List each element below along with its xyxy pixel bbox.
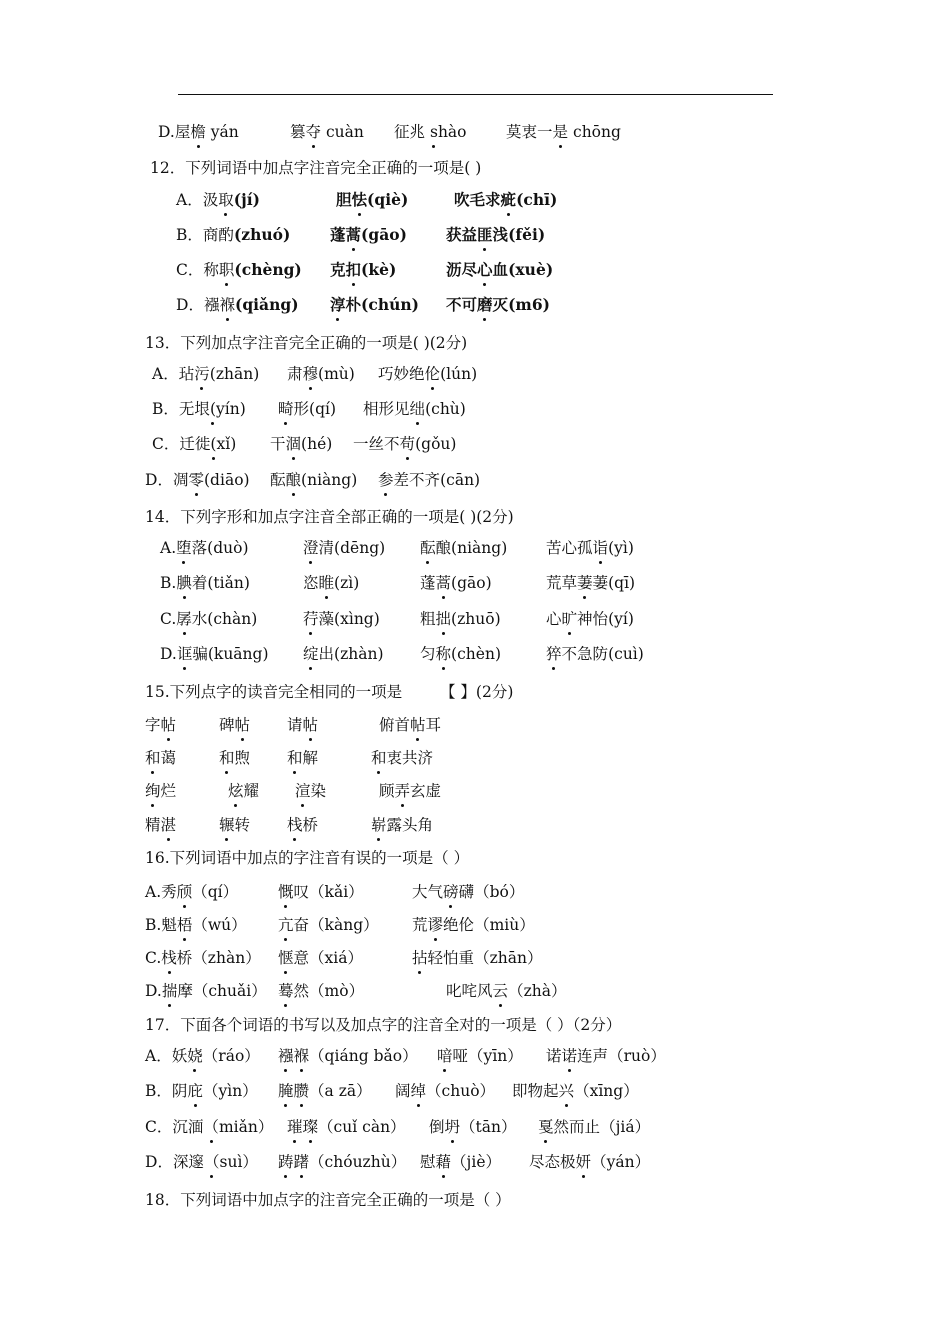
text-segment: 畸形(qí) xyxy=(278,400,337,418)
text-segment: 澄清(dēng) xyxy=(303,539,386,557)
text-segment: 惬意（xiá） xyxy=(278,949,364,967)
text-segment: 慨叹（kǎi） xyxy=(278,883,364,901)
text-segment: 尽态极妍（yán） xyxy=(529,1153,651,1171)
text-segment: D．深邃（suì） xyxy=(145,1153,258,1171)
text-segment: 克扣(kè) xyxy=(330,260,397,279)
text-segment: C.栈桥（zhàn） xyxy=(145,949,261,967)
text-segment: 字帖 xyxy=(145,716,177,734)
text-segment: 吹毛求疵(chī) xyxy=(454,190,558,209)
text-segment: A．妖娆（ráo） xyxy=(145,1047,260,1065)
text-segment: 炫耀 xyxy=(228,782,260,800)
header-rule xyxy=(178,94,773,95)
text-segment: 猝不急防(cuì) xyxy=(546,645,644,663)
text-segment: 莫衷一是 chōng xyxy=(506,123,621,141)
text-segment: 15.下列点字的读音完全相同的一项是 xyxy=(145,683,403,701)
text-segment: B.腆着(tiǎn) xyxy=(160,574,250,592)
text-segment: 12．下列词语中加点字注音完全正确的一项是( ) xyxy=(150,159,482,177)
text-segment: 苦心孤诣(yì) xyxy=(546,539,634,557)
text-segment: D.揣摩（chuǎi） xyxy=(145,982,267,1000)
text-segment: 荒谬绝伦（miù） xyxy=(412,916,535,934)
text-segment: 淳朴(chún) xyxy=(330,295,420,314)
text-segment: 大气磅礴（bó） xyxy=(412,883,525,901)
text-segment: 阔绰（chuò） xyxy=(395,1082,496,1100)
text-segment: D．凋零(diāo) xyxy=(145,471,250,489)
text-segment: 酝酿(niàng) xyxy=(270,471,358,489)
text-segment: 粗拙(zhuō) xyxy=(420,610,501,628)
text-segment: 酝酿(niàng) xyxy=(420,539,508,557)
text-segment: D．襁褓(qiǎng) xyxy=(176,295,299,314)
text-segment: 蓦然（mò） xyxy=(278,982,365,1000)
text-segment: 和衷共济 xyxy=(371,749,434,767)
text-segment: 拈轻怕重（zhān） xyxy=(412,949,543,967)
text-segment: 干涸(hé) xyxy=(270,435,333,453)
text-segment: 亢奋（kàng） xyxy=(278,916,379,934)
text-segment: 襁褓（qiáng bǎo） xyxy=(278,1047,418,1065)
text-segment: 渲染 xyxy=(295,782,327,800)
text-segment: A.堕落(duò) xyxy=(160,539,249,557)
text-segment: 荇藻(xìng) xyxy=(303,610,380,628)
text-segment: 绚烂 xyxy=(145,782,177,800)
text-segment: 蓬蒿(gāo) xyxy=(420,574,492,592)
text-segment: 栈桥 xyxy=(287,816,319,834)
text-segment: 崭露头角 xyxy=(371,816,434,834)
text-segment: 相形见绌(chù) xyxy=(363,400,466,418)
text-segment: 获益匪浅(fěi) xyxy=(446,225,546,244)
text-segment: 和解 xyxy=(287,749,319,767)
text-segment: 蓬蒿(gāo) xyxy=(330,225,407,244)
text-segment: 【 】(2分) xyxy=(440,683,514,701)
text-segment: 参差不齐(cān) xyxy=(378,471,481,489)
text-segment: 碑帖 xyxy=(219,716,251,734)
text-segment: 恣睢(zì) xyxy=(303,574,360,592)
text-segment: A．玷污(zhān) xyxy=(152,365,260,383)
text-segment: 17．下面各个词语的书写以及加点字的注音全对的一项是（ ）（2分） xyxy=(145,1016,622,1034)
text-segment: A．汲取(jí) xyxy=(176,190,260,209)
text-segment: 喑哑（yīn） xyxy=(437,1047,523,1065)
text-segment: 一丝不苟(gǒu) xyxy=(353,435,457,453)
text-segment: 璀璨（cuǐ càn） xyxy=(287,1118,406,1136)
text-segment: A.秀颀（qí） xyxy=(145,883,239,901)
text-segment: 匀称(chèn) xyxy=(420,645,501,663)
text-segment: 肃穆(mù) xyxy=(287,365,355,383)
text-segment: 18．下列词语中加点字的注音完全正确的一项是（ ） xyxy=(145,1191,511,1209)
text-segment: 14．下列字形和加点字注音全部正确的一项是( )(2分) xyxy=(145,508,514,526)
text-segment: 请帖 xyxy=(287,716,319,734)
text-segment: B.魁梧（wú） xyxy=(145,916,247,934)
text-segment: 荒草萋萋(qī) xyxy=(546,574,636,592)
text-segment: 沥尽心血(xuè) xyxy=(446,260,554,279)
text-segment: 即物起兴（xīng） xyxy=(512,1082,639,1100)
text-segment: C．称职(chèng) xyxy=(176,260,302,279)
text-segment: 心旷神怡(yí) xyxy=(546,610,634,628)
text-segment: B．无垠(yín) xyxy=(152,400,246,418)
text-segment: 戛然而止（jiá） xyxy=(538,1118,651,1136)
text-segment: D.诓骗(kuāng) xyxy=(160,645,269,663)
text-segment: 巧妙绝伦(lún) xyxy=(378,365,478,383)
text-segment: 绽出(zhàn) xyxy=(303,645,384,663)
text-segment: C．沉湎（miǎn） xyxy=(145,1118,274,1136)
text-segment: 腌臜（a zā） xyxy=(278,1082,372,1100)
text-segment: C.孱水(chàn) xyxy=(160,610,258,628)
text-segment: 和蔼 xyxy=(145,749,177,767)
text-segment: 俯首帖耳 xyxy=(379,716,442,734)
text-segment: 叱咤风云（zhà） xyxy=(446,982,567,1000)
text-segment: 13．下列加点字注音完全正确的一项是( )(2分) xyxy=(145,334,468,352)
text-segment: 诺诺连声（ruò） xyxy=(546,1047,666,1065)
text-segment: 倒坍（tān） xyxy=(429,1118,517,1136)
text-segment: 辗转 xyxy=(219,816,251,834)
text-segment: C．迁徙(xǐ) xyxy=(152,435,237,453)
text-segment: 慰藉（jiè） xyxy=(420,1153,502,1171)
text-segment: 和煦 xyxy=(219,749,251,767)
text-segment: 不可磨灭(m6) xyxy=(446,295,550,314)
text-segment: D.屋檐 yán xyxy=(158,123,239,141)
text-segment: 胆怯(qiè) xyxy=(336,190,409,209)
text-segment: B．商酌(zhuó) xyxy=(176,225,291,244)
text-segment: 篡夺 cuàn xyxy=(290,123,364,141)
text-segment: 踌躇（chóuzhù） xyxy=(278,1153,407,1171)
text-segment: B．阴庇（yìn） xyxy=(145,1082,258,1100)
text-segment: 精湛 xyxy=(145,816,177,834)
text-segment: 16.下列词语中加点的字注音有误的一项是（ ） xyxy=(145,849,470,867)
text-segment: 顾弄玄虚 xyxy=(379,782,442,800)
text-segment: 征兆 shào xyxy=(394,123,467,141)
